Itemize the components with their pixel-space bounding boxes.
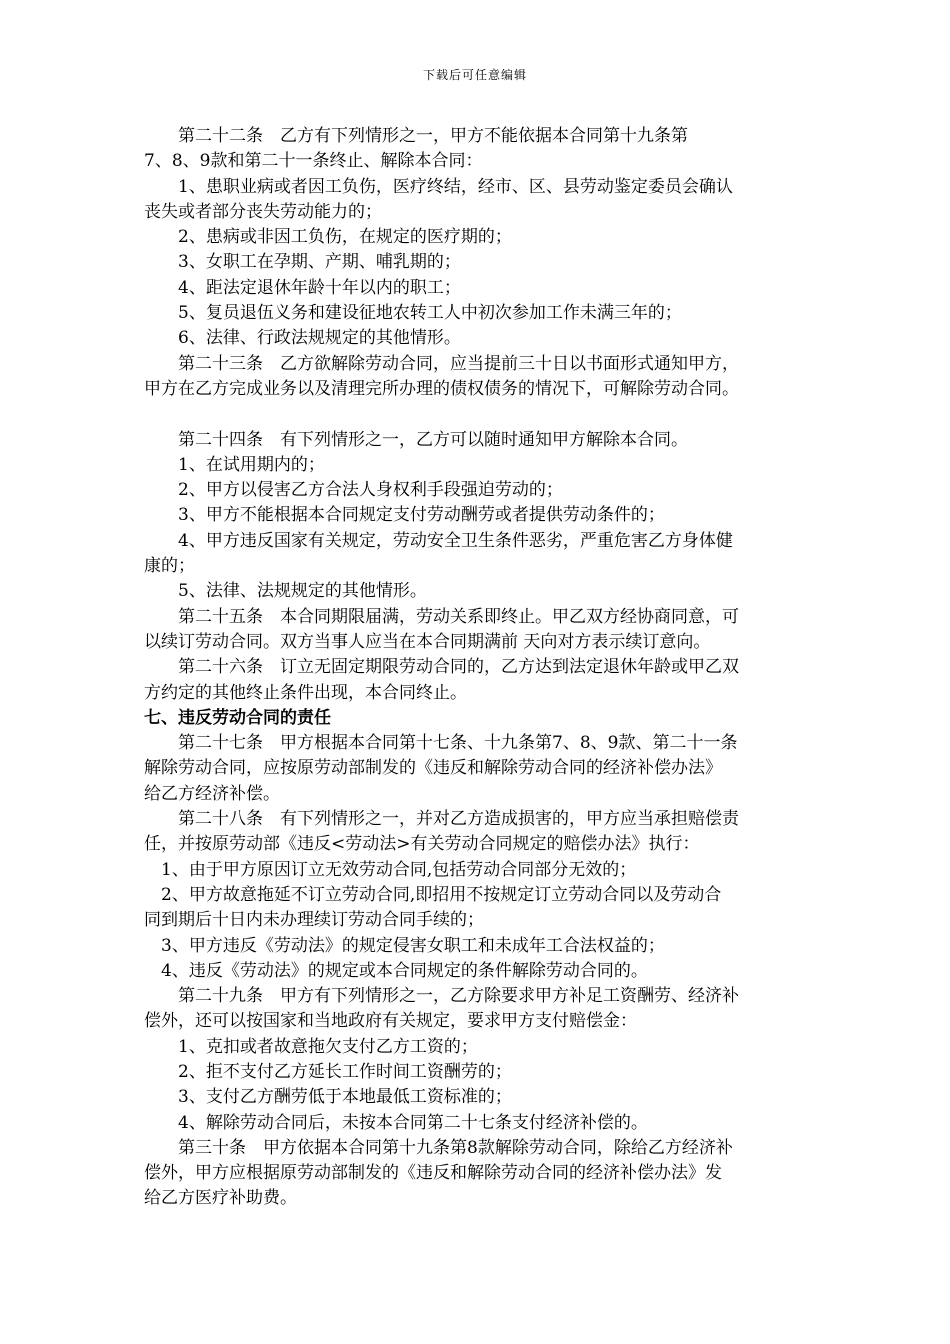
text-line: 方约定的其他终止条件出现，本合同终止。 xyxy=(144,682,467,703)
text-line: 第二十三条 乙方欲解除劳动合同，应当提前三十日以书面形式通知甲方， xyxy=(144,353,739,374)
text-line: 丧失或者部分丧失劳动能力的； xyxy=(144,201,382,222)
text-line: 4、违反《劳动法》的规定或本合同规定的条件解除劳动合同的。 xyxy=(144,960,648,981)
text-line: 1、克扣或者故意拖欠支付乙方工资的； xyxy=(144,1036,478,1057)
text-line: 2、甲方故意拖延不订立劳动合同,即招用不按规定订立劳动合同以及劳动合 xyxy=(144,884,722,905)
text-line: 5、法律、法规规定的其他情形。 xyxy=(144,581,427,602)
text-line: 甲方在乙方完成业务以及清理完所办理的债权债务的情况下，可解除劳动合同。 xyxy=(144,378,739,399)
text-line: 第二十九条 甲方有下列情形之一，乙方除要求甲方补足工资酬劳、经济补 xyxy=(144,986,739,1007)
text-line: 3、支付乙方酬劳低于本地最低工资标准的； xyxy=(144,1087,512,1108)
text-line: 第二十四条 有下列情形之一，乙方可以随时通知甲方解除本合同。 xyxy=(144,429,688,450)
text-line: 第二十六条 订立无固定期限劳动合同的，乙方达到法定退休年龄或甲乙双 xyxy=(144,657,739,678)
text-line: 给乙方经济补偿。 xyxy=(144,783,280,804)
text-line: 偿外，甲方应根据原劳动部制发的《违反和解除劳动合同的经济补偿办法》发 xyxy=(144,1163,722,1184)
document-body xyxy=(144,124,814,1212)
text-line: 第二十八条 有下列情形之一，并对乙方造成损害的，甲方应当承担赔偿责 xyxy=(144,809,739,830)
text-line: 6、法律、行政法规规定的其他情形。 xyxy=(144,328,461,349)
text-line: 第三十条 甲方依据本合同第十九条第8款解除劳动合同，除给乙方经济补 xyxy=(144,1137,733,1158)
blank-line xyxy=(144,402,814,427)
text-line: 4、距法定退休年龄十年以内的职工； xyxy=(144,277,461,298)
text-line: 3、甲方违反《劳动法》的规定侵害女职工和未成年工合法权益的； xyxy=(144,935,665,956)
section-heading: 七、违反劳动合同的责任 xyxy=(144,707,331,728)
text-line: 3、甲方不能根据本合同规定支付劳动酬劳或者提供劳动条件的； xyxy=(144,505,665,526)
text-line: 第二十二条 乙方有下列情形之一，甲方不能依据本合同第十九条第 xyxy=(144,126,688,146)
text-line: 给乙方医疗补助费。 xyxy=(144,1188,297,1209)
text-line: 2、甲方以侵害乙方合法人身权利手段强迫劳动的； xyxy=(144,480,563,501)
text-line: 康的； xyxy=(144,556,195,577)
text-line: 以续订劳动合同。双方当事人应当在本合同期满前 天向对方表示续订意向。 xyxy=(144,631,711,652)
text-line: 1、由于甲方原因订立无效劳动合同,包括劳动合同部分无效的； xyxy=(144,859,637,880)
text-line: 7、8、9款和第二十一条终止、解除本合同： xyxy=(144,151,483,172)
text-line: 第二十七条 甲方根据本合同第十七条、十九条第7、8、9款、第二十一条 xyxy=(144,733,738,754)
text-line: 1、患职业病或者因工负伤，医疗终结，经市、区、县劳动鉴定委员会确认 xyxy=(144,176,733,197)
text-line: 2、拒不支付乙方延长工作时间工资酬劳的； xyxy=(144,1061,512,1082)
text-line: 1、在试用期内的； xyxy=(144,454,325,475)
text-line: 4、解除劳动合同后，未按本合同第二十七条支付经济补偿的。 xyxy=(144,1112,648,1133)
text-line: 第二十五条 本合同期限届满，劳动关系即终止。甲乙双方经协商同意，可 xyxy=(144,606,739,627)
text-line: 4、甲方违反国家有关规定，劳动安全卫生条件恶劣，严重危害乙方身体健 xyxy=(144,530,733,551)
text-line: 偿外，还可以按国家和当地政府有关规定，要求甲方支付赔偿金： xyxy=(144,1011,637,1032)
text-line: 解除劳动合同，应按原劳动部制发的《违反和解除劳动合同的经济补偿办法》 xyxy=(144,758,722,779)
text-line: 5、复员退伍义务和建设征地农转工人中初次参加工作未满三年的； xyxy=(144,303,682,324)
text-line: 同到期后十日内未办理续订劳动合同手续的； xyxy=(144,910,484,931)
text-line: 2、患病或非因工负伤，在规定的医疗期的； xyxy=(144,227,512,248)
page-header: 下载后可任意编辑 xyxy=(422,68,527,82)
text-line: 3、女职工在孕期、产期、哺乳期的； xyxy=(144,252,461,273)
text-line: 任，并按原劳动部《违反<劳动法>有关劳动合同规定的赔偿办法》执行： xyxy=(144,834,700,855)
